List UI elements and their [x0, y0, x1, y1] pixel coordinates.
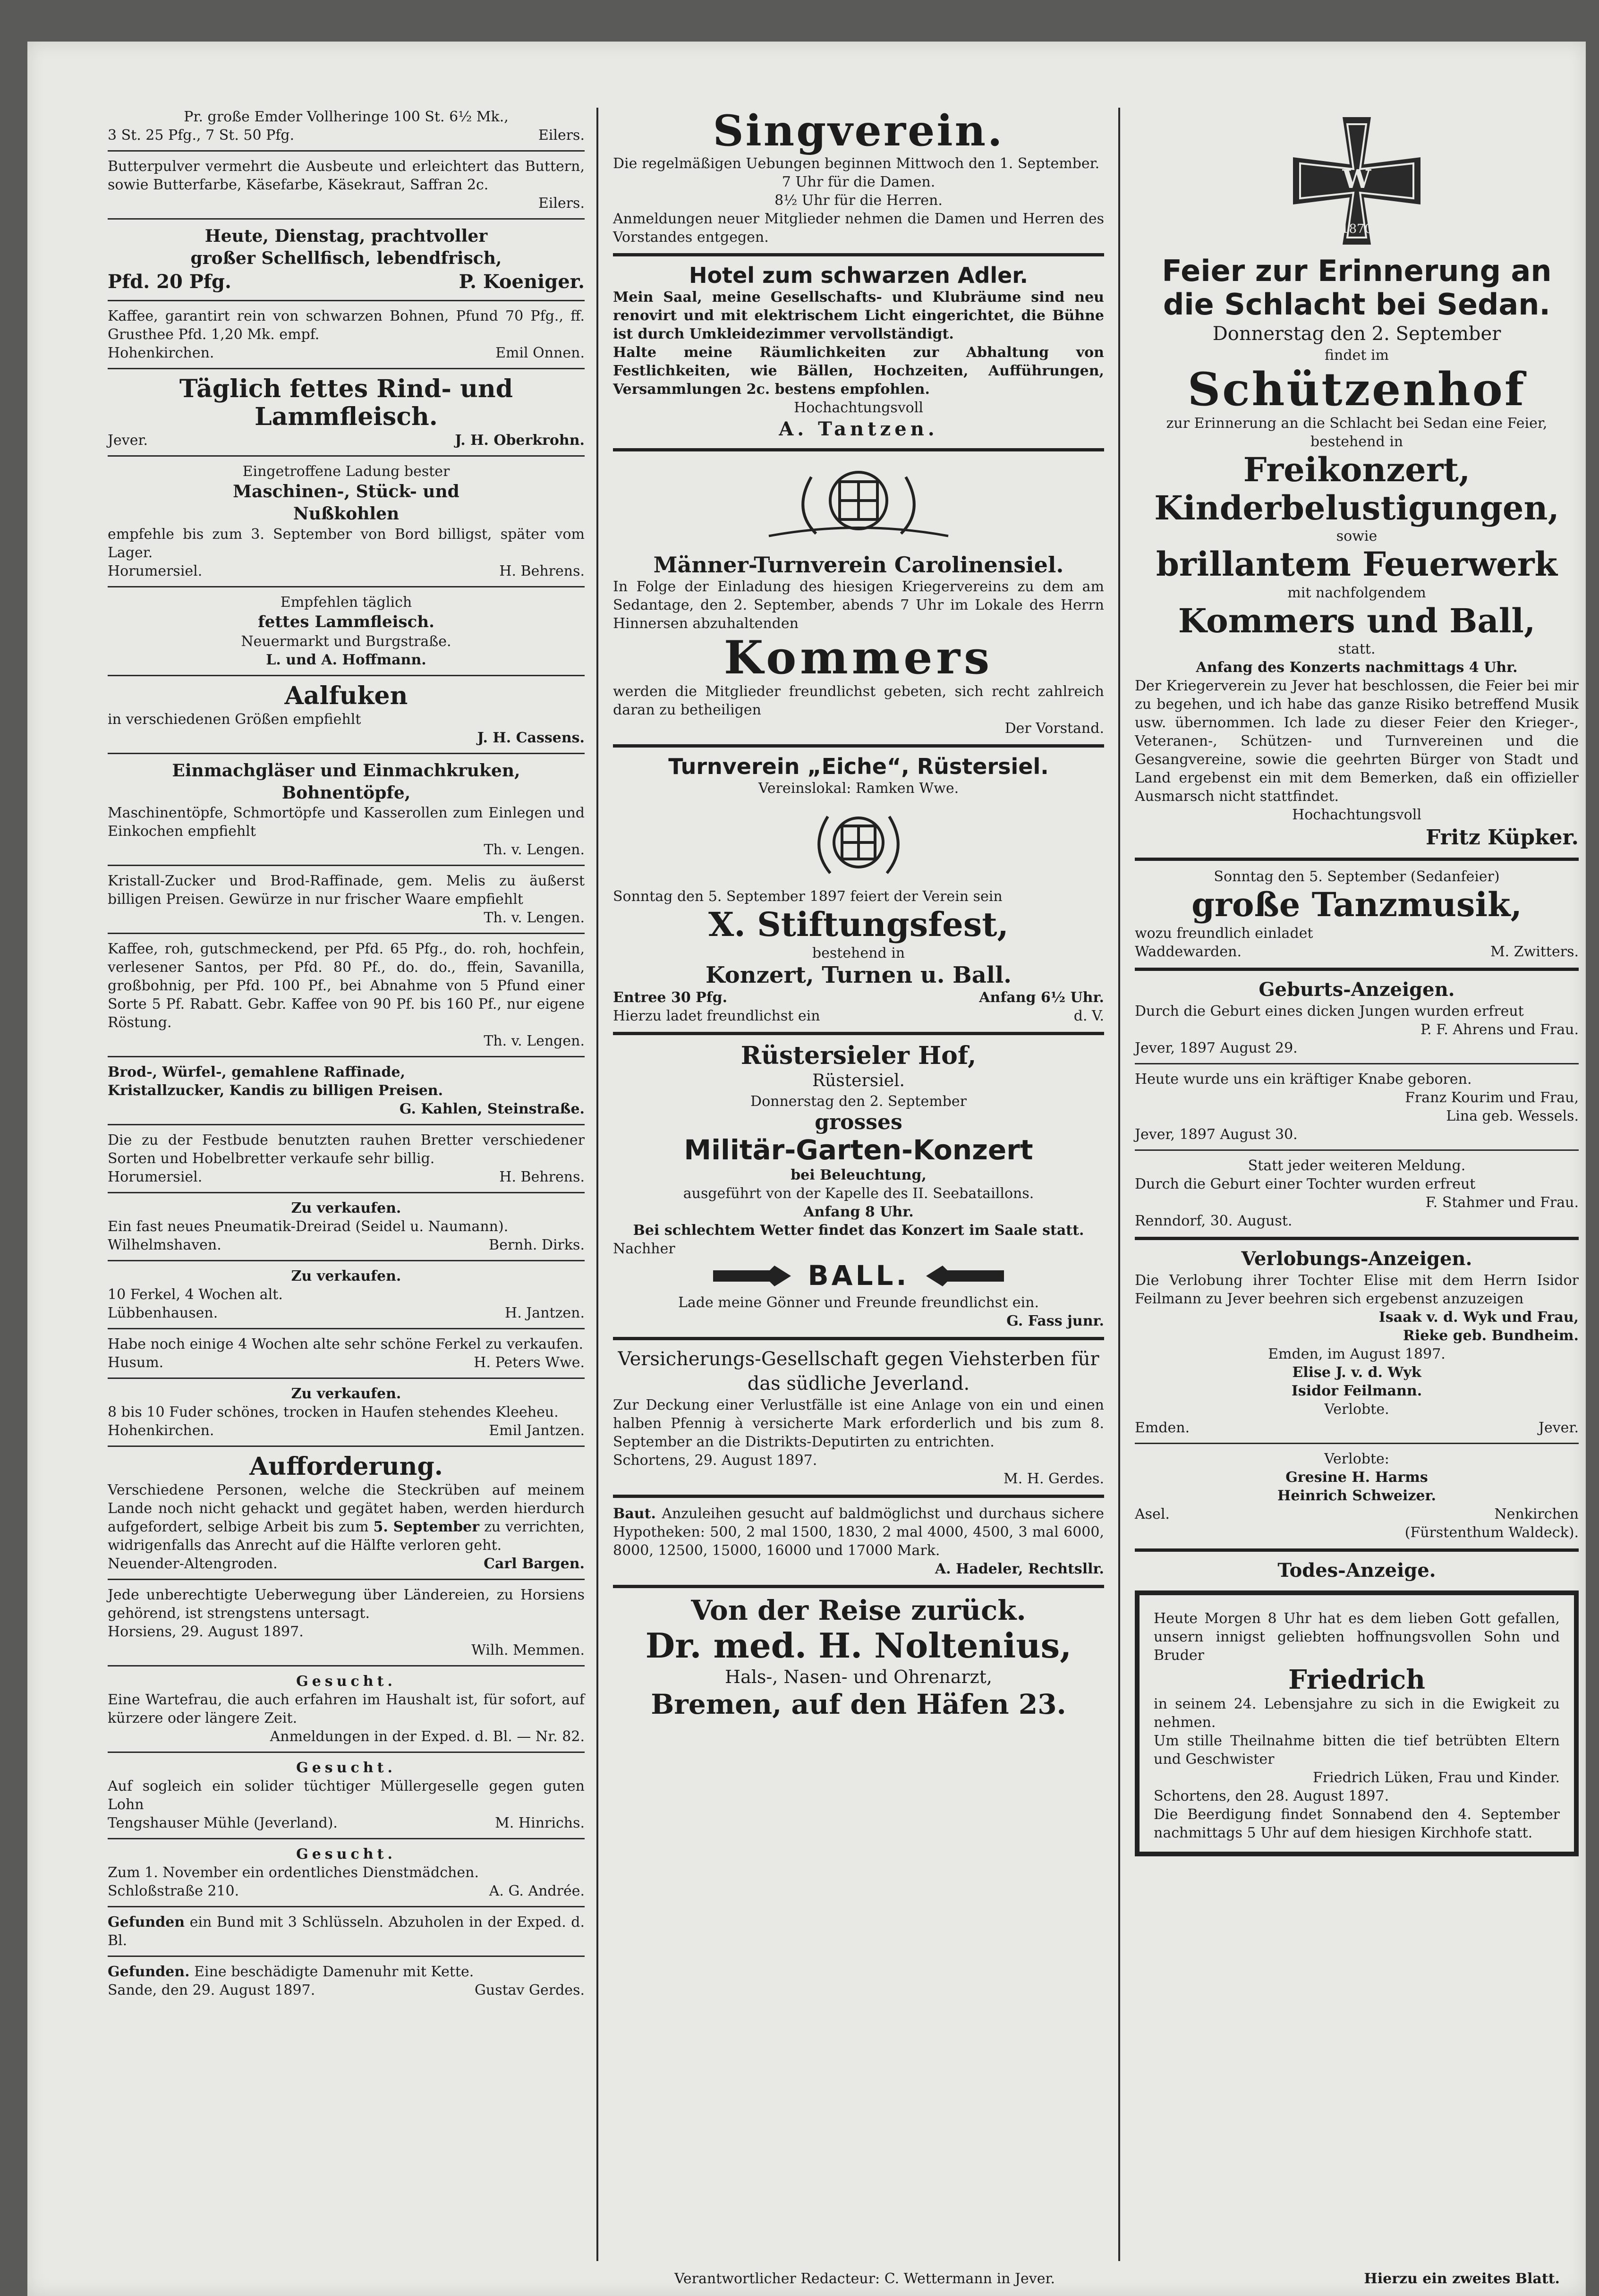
ad-text: Hochachtungsvoll	[1292, 807, 1421, 824]
ad-text: Verlobte:	[1324, 1450, 1389, 1467]
ad-place: Jever.	[108, 432, 148, 449]
ad-signature: Der Vorstand.	[1004, 720, 1104, 737]
divider	[613, 1032, 1104, 1035]
ad-text: Durch die Geburt eines dicken Jungen wurden erfreut	[1135, 1003, 1524, 1020]
ad-headline: BALL.	[808, 1259, 910, 1292]
ad-versicherung	[613, 1347, 1104, 1488]
ad-text: Neuermarkt und Burgstraße.	[241, 633, 451, 650]
ad-place: Schloßstraße 210.	[108, 1883, 239, 1900]
divider	[1135, 858, 1579, 861]
ad-headline: Täglich fettes Rind- und	[179, 374, 513, 403]
divider	[1135, 1063, 1579, 1064]
ad-price: Pfd. 20 Pfg.	[108, 270, 231, 293]
ad-signature: H. Peters Wwe.	[474, 1354, 585, 1371]
pointing-hand-left-icon	[924, 1262, 1004, 1290]
ad-ferkel	[108, 1267, 585, 1322]
ad-place: Waddewarden.	[1135, 943, 1242, 960]
ad-place: Neuender-Altengroden.	[108, 1556, 278, 1573]
ad-text: Vereinslokal: Ramken Wwe.	[758, 780, 959, 797]
ball-banner	[613, 1258, 1104, 1293]
divider	[108, 1446, 585, 1447]
ad-place: Schortens, den 28. August 1897.	[1154, 1788, 1389, 1805]
ad-text: Um stille Theilnahme bitten die tief betrübten Eltern und Geschwister	[1154, 1733, 1560, 1768]
ad-headline: Geburts-Anzeigen.	[1259, 978, 1455, 1001]
ad-text: Rüstersiel.	[812, 1071, 905, 1090]
ad-text: Verlobte.	[1324, 1401, 1389, 1418]
ad-text: Mein Saal, meine Gesellschafts- und Klubräume sind neu renovirt und mit elektrischem Licht eingerichtet, die Bühne ist durch Umkleidezimmer vervollständigt.	[613, 289, 1104, 342]
column-divider-right	[1118, 108, 1120, 2261]
ad-headline: Zu verkaufen.	[291, 1200, 401, 1217]
ad-name: Heinrich Schweizer.	[1277, 1487, 1437, 1504]
ad-headline: Singverein.	[713, 106, 1004, 156]
ad-signature: G. Fass junr.	[1006, 1313, 1104, 1330]
divider	[108, 1579, 585, 1580]
ad-signature: Th. v. Lengen.	[484, 1033, 585, 1050]
ad-gefunden-uhr	[108, 1963, 585, 1999]
ad-headline: Von der Reise zurück.	[691, 1594, 1026, 1627]
obituary-box	[1135, 1590, 1579, 1856]
ad-signature: Franz Kourim und Frau,	[1405, 1089, 1579, 1106]
ad-muellergeselle	[108, 1759, 585, 1832]
ad-headline: Kommers und Ball,	[1178, 601, 1536, 640]
ad-hotel-adler	[613, 263, 1104, 442]
ad-date: 5. September	[373, 1519, 480, 1536]
ad-turnverein-eiche	[613, 754, 1104, 1025]
ad-place: Renndorf, 30. August.	[1135, 1212, 1293, 1229]
ad-lammfleisch	[108, 593, 585, 669]
ad-headline: Bremen, auf den Häfen 23.	[651, 1688, 1066, 1721]
ad-headline: Männer-Turnverein Carolinensiel.	[653, 552, 1064, 578]
divider	[108, 1838, 585, 1839]
ad-place: Emden, im August 1897.	[1268, 1345, 1446, 1362]
ad-kaffee-lengen	[108, 940, 585, 1050]
ad-raffinade	[108, 1063, 585, 1118]
ad-entry-fee: Entree 30 Pfg.	[613, 989, 728, 1006]
ad-place: Hohenkirchen.	[108, 1422, 214, 1439]
ad-text: sowie	[1336, 528, 1378, 545]
ad-place: (Fürstenthum Waldeck).	[1404, 1524, 1579, 1541]
ad-place: Horsiens, 29. August 1897.	[108, 1624, 304, 1641]
ad-signature: Rieke geb. Bundheim.	[1403, 1327, 1579, 1344]
ad-text: Empfehlen täglich	[280, 594, 412, 611]
ad-text: Maschinentöpfe, Schmortöpfe und Kasserollen zum Einlegen und Einkochen empfiehlt	[108, 805, 585, 840]
ad-signature: Bernh. Dirks.	[489, 1237, 585, 1254]
divider	[108, 150, 585, 152]
ad-text: Kaffee, garantirt rein von schwarzen Bohnen, Pfund 70 Pfg., ff. Grusthee Pfd. 1,20 Mk. empf.	[108, 307, 585, 343]
ad-text: Kaffee, roh, gutschmeckend, per Pfd. 65 Pfg., do. roh, hochfein, verlesener Santos, per Pfd. 80 Pf., do. do., ffein, Savanilla, großbohnig, per Pfd. 100 Pf., bei Abnahme von 5 Pfund einer Sorte 5 Pf. Rabatt. Gebr. Kaffee von 90 Pf. bis 160 Pf., nur eigene Röstung.	[108, 941, 585, 1031]
ad-place: Jever, 1897 August 30.	[1135, 1126, 1298, 1143]
ad-ueberwegung	[108, 1586, 585, 1659]
emblem-letter: W	[1342, 164, 1371, 194]
ad-signature: Wilh. Memmen.	[471, 1642, 585, 1659]
ad-place: Nenkirchen	[1494, 1505, 1579, 1522]
ad-dienstmaedchen	[108, 1845, 585, 1900]
divider	[108, 753, 585, 754]
ad-signature: H. Behrens.	[499, 1169, 585, 1186]
ad-signature: Fritz Küpker.	[1426, 825, 1579, 850]
ad-text: 10 Ferkel, 4 Wochen alt.	[108, 1286, 283, 1303]
ad-headline: grosses	[815, 1110, 902, 1134]
ad-headline: Konzert, Turnen u. Ball.	[706, 961, 1012, 988]
ad-text: Eine beschädigte Damenuhr mit Kette.	[194, 1964, 474, 1981]
ad-headline: Todes-Anzeige.	[1277, 1559, 1436, 1582]
ad-rindfleisch	[108, 375, 585, 450]
ad-signature: Eilers.	[538, 195, 585, 212]
ad-kleeheu	[108, 1385, 585, 1440]
ad-signature: P. Koeniger.	[459, 270, 585, 293]
divider	[108, 1906, 585, 1907]
ad-headline: Zu verkaufen.	[291, 1386, 401, 1403]
divider	[613, 744, 1104, 748]
ad-headline: Einmachgläser und Einmachkruken,	[172, 760, 520, 781]
ad-geburt-kourim	[1135, 1070, 1579, 1144]
ad-text: Zur Deckung einer Verlustfälle ist eine Anlage von ein und einen halben Pfennig à versicherte Mark erforderlich und bis zum 8. September an die Distrikts-Deputirten zu entrichten.	[613, 1397, 1104, 1451]
ad-place: Hohenkirchen.	[108, 344, 214, 361]
ad-headline: Kinderbelustigungen,	[1154, 488, 1559, 527]
iron-cross-icon	[1288, 112, 1425, 249]
ad-label: Gefunden.	[108, 1964, 190, 1981]
ad-headline: Heute, Dienstag, prachtvoller	[204, 226, 488, 246]
ad-name: Gresine H. Harms	[1285, 1469, 1428, 1486]
ad-zucker	[108, 872, 585, 927]
divider	[108, 1665, 585, 1667]
ad-text: Nachher	[613, 1240, 675, 1257]
ad-text: ein Bund mit 3 Schlüsseln. Abzuholen in der Exped. d. Bl.	[108, 1914, 585, 1949]
divider	[108, 1956, 585, 1957]
divider	[108, 1378, 585, 1379]
ad-text: In Folge der Einladung des hiesigen Kriegervereins zu dem am Sedantage, den 2. September, abends 7 Uhr im Lokale des Herrn Hinnersen abzuhaltenden	[613, 578, 1104, 632]
ad-butterpulver	[108, 157, 585, 213]
divider	[1135, 1548, 1579, 1552]
ad-place: Schortens, 29. August 1897.	[613, 1452, 817, 1469]
divider	[108, 1192, 585, 1193]
ad-signature: P. F. Ahrens und Frau.	[1420, 1021, 1579, 1038]
divider	[613, 1495, 1104, 1498]
ad-place: Jever, 1897 August 29.	[1135, 1039, 1298, 1056]
ad-text: Habe noch einige 4 Wochen alte sehr schöne Ferkel zu verkaufen.	[108, 1336, 584, 1353]
ad-text: Halte meine Räumlichkeiten zur Abhaltung von Festlichkeiten, wie Bällen, Hochzeiten, Aufführungen, Versammlungen 2c. bestens empfohlen.	[613, 344, 1104, 398]
ad-text: 3 St. 25 Pfg., 7 St. 50 Pfg.	[108, 127, 295, 144]
ad-place: Horumersiel.	[108, 562, 203, 579]
column-middle	[613, 108, 1104, 1720]
ad-hypotheken	[613, 1505, 1104, 1578]
ad-todesanzeige	[1135, 1558, 1579, 1856]
ad-signature: M. Zwitters.	[1490, 943, 1579, 960]
ad-signature: M. H. Gerdes.	[1004, 1471, 1104, 1488]
ad-place: Wilhelmshaven.	[108, 1237, 221, 1254]
ad-signature: F. Stahmer und Frau.	[1425, 1194, 1579, 1211]
ad-kohlen	[108, 462, 585, 580]
ad-text: Anfang 8 Uhr.	[803, 1203, 914, 1220]
divider	[108, 865, 585, 866]
ad-signature: L. und A. Hoffmann.	[266, 651, 426, 668]
ad-headline: Aalfuken	[284, 681, 408, 710]
ad-verlobung-harms	[1135, 1450, 1579, 1542]
divider	[108, 586, 585, 587]
ad-headline: Bohnentöpfe,	[281, 782, 411, 803]
ad-start-time: Anfang 6½ Uhr.	[979, 989, 1104, 1006]
ad-text: Die regelmäßigen Uebungen beginnen Mittwoch den 1. September.	[613, 155, 1100, 172]
divider	[613, 253, 1104, 256]
ad-signature: Emil Onnen.	[495, 344, 585, 361]
ad-gefunden-schluessel	[108, 1913, 585, 1950]
divider	[108, 1056, 585, 1057]
ad-place: Tengshauser Mühle (Jeverland).	[108, 1815, 338, 1832]
ad-text: in seinem 24. Lebensjahre zu sich in die Ewigkeit zu nehmen.	[1154, 1696, 1560, 1731]
ad-name: Elise J. v. d. Wyk	[1292, 1364, 1421, 1381]
ad-label: Baut.	[613, 1505, 656, 1522]
ad-signature: Isaak v. d. Wyk und Frau,	[1378, 1309, 1579, 1326]
ad-place: Husum.	[108, 1354, 164, 1371]
ad-signature: G. Kahlen, Steinstraße.	[399, 1101, 585, 1118]
ad-text: 7 Uhr für die Damen.	[782, 174, 936, 190]
ad-place: Horumersiel.	[108, 1169, 203, 1186]
turner-cross-emblem-icon	[759, 458, 958, 548]
ad-text: Anmeldungen neuer Mitglieder nehmen die Damen und Herren des Vorstandes entgegen.	[613, 211, 1104, 246]
ad-place: Lübbenhausen.	[108, 1305, 218, 1322]
ad-text: Anmeldungen in der Exped. d. Bl. — Nr. 82.	[270, 1728, 585, 1745]
ad-headline: großer Schellfisch, lebendfrisch,	[190, 248, 502, 268]
ad-ruestersieler-hof	[613, 1042, 1104, 1330]
ad-text: mit nachfolgendem	[1287, 584, 1426, 601]
ad-dreirad	[108, 1199, 585, 1254]
ad-text: statt.	[1338, 641, 1376, 658]
ad-text: Pr. große Emder Vollheringe 100 St. 6½ Mk.,	[184, 109, 509, 125]
ad-text: Bei schlechtem Wetter findet das Konzert im Saale statt.	[633, 1222, 1084, 1239]
ad-headline: Schützenhof	[1187, 362, 1526, 416]
ad-headline: Freikonzert,	[1243, 450, 1471, 490]
ad-headline: Kristallzucker, Kandis zu billigen Preisen.	[108, 1082, 443, 1099]
ad-text: Zum 1. November ein ordentliches Dienstmädchen.	[108, 1864, 479, 1881]
ad-kaffee-onnen	[108, 307, 585, 362]
ad-signature: Emil Jantzen.	[489, 1422, 585, 1439]
ad-headline: Militär-Garten-Konzert	[684, 1134, 1033, 1166]
ad-text: Hochachtungsvoll	[794, 399, 923, 416]
ad-label: Gefunden	[108, 1914, 185, 1931]
ad-herring	[108, 108, 585, 145]
ad-geburt-ahrens	[1135, 978, 1579, 1057]
ad-text: Heute Morgen 8 Uhr hat es dem lieben Gott gefallen, unsern innigst geliebten hoffnungsvollen Sohn und Bruder	[1154, 1610, 1560, 1664]
ad-place: Asel.	[1135, 1505, 1170, 1522]
ad-text: 8 bis 10 Fuder schönes, trocken in Haufen stehendes Kleeheu.	[108, 1404, 559, 1421]
ad-ferkel-husum	[108, 1335, 585, 1372]
divider	[108, 1328, 585, 1329]
ad-signature: H. Jantzen.	[505, 1305, 585, 1322]
ad-text: Anzuleihen gesucht auf baldmöglichst und durchaus sichere Hypotheken: 500, 2 mal 1500, 1830, 2 mal 4000, 4500, 3 mal 6000, 8000, 12500, 15000, 16000 und 17000 Mark.	[613, 1505, 1104, 1559]
ad-headline: fettes Lammfleisch.	[258, 612, 434, 631]
ad-signature: Carl Bargen.	[484, 1556, 585, 1573]
ad-headline: Maschinen-, Stück- und	[233, 482, 459, 502]
ad-text: Ein fast neues Pneumatik-Dreirad (Seidel u. Naumann).	[108, 1218, 509, 1235]
ad-text: 8½ Uhr für die Herren.	[774, 192, 943, 209]
ad-headline: Gesucht.	[296, 1760, 396, 1777]
ad-signature: d. V.	[1073, 1007, 1104, 1024]
column-right	[1135, 108, 1579, 1856]
ad-place: Emden.	[1135, 1419, 1190, 1436]
ad-signature: M. Hinrichs.	[495, 1815, 585, 1832]
ad-text: ausgeführt von der Kapelle des II. Seebataillons.	[683, 1185, 1034, 1202]
ad-text: Auf sogleich ein solider tüchtiger Müllergeselle gegen guten Lohn	[108, 1778, 585, 1813]
ad-headline: Dr. med. H. Noltenius,	[645, 1625, 1072, 1666]
divider	[108, 1260, 585, 1261]
ad-text: Eine Wartefrau, die auch erfahren im Haushalt ist, für sofort, auf kürzere oder längere Zeit.	[108, 1692, 585, 1727]
ad-aalfuken	[108, 682, 585, 747]
divider	[108, 218, 585, 220]
imprint: Verantwortlicher Redacteur: C. Wettermann in Jever.	[674, 2270, 1055, 2287]
column-divider-left	[596, 108, 598, 2261]
continuation-note: Hierzu ein zweites Blatt.	[1364, 2270, 1560, 2287]
ad-text: empfehle bis zum 3. September von Bord billigst, später vom Lager.	[108, 526, 585, 561]
ad-text: Hierzu ladet freundlichst ein	[613, 1007, 820, 1024]
divider	[108, 1752, 585, 1753]
divider	[108, 300, 585, 301]
ad-signature: Th. v. Lengen.	[484, 842, 585, 859]
ad-headline: Kommers	[723, 630, 994, 684]
ad-signature: Lina geb. Wessels.	[1446, 1107, 1579, 1124]
ad-headline: Turnverein „Eiche“, Rüstersiel.	[668, 754, 1049, 780]
turner-cross-emblem-icon	[802, 802, 915, 883]
divider	[108, 1124, 585, 1125]
ad-headline: Aufforderung.	[249, 1452, 443, 1481]
ad-tanzmusik	[1135, 867, 1579, 961]
ad-sedanfeier	[1135, 112, 1579, 851]
divider	[1135, 968, 1579, 971]
ad-signature: A. Hadeler, Rechtsllr.	[935, 1561, 1104, 1578]
ad-text: Die Verlobung ihrer Tochter Elise mit dem Herrn Isidor Feilmann zu Jever beehren sich ergebenst anzuzeigen	[1135, 1272, 1579, 1307]
divider	[1135, 1149, 1579, 1151]
ad-geburt-stahmer	[1135, 1157, 1579, 1230]
ad-headline: Gesucht.	[296, 1846, 396, 1863]
divider	[108, 675, 585, 676]
emblem-year: 1870	[1341, 222, 1373, 236]
ad-signature: J. H. Cassens.	[477, 729, 585, 746]
ad-text: Sonntag den 5. September (Sedanfeier)	[1214, 868, 1500, 885]
ad-headline: Versicherungs-Gesellschaft gegen Viehsterben für das südliche Jeverland.	[618, 1348, 1099, 1395]
ad-place: Sande, den 29. August 1897.	[108, 1982, 315, 1999]
ad-aufforderung	[108, 1453, 585, 1573]
ad-text: in verschiedenen Größen empfiehlt	[108, 711, 361, 728]
ad-text: Butterpulver vermehrt die Ausbeute und erleichtert das Buttern, sowie Butterfarbe, Käsefarbe, Käsekraut, Saffran 2c.	[108, 158, 585, 193]
ad-headline: große Tanzmusik,	[1191, 885, 1522, 925]
ad-headline: Zu verkaufen.	[291, 1268, 401, 1285]
divider	[613, 1585, 1104, 1588]
ad-einmachglaeser	[108, 760, 585, 859]
pointing-hand-right-icon	[713, 1262, 793, 1290]
ad-headline: Nußkohlen	[293, 503, 400, 524]
ad-text: Der Kriegerverein zu Jever hat beschlossen, die Feier bei mir zu begehen, und ich habe das ganze Risiko betreffend Musik usw. übernommen. Ich lade zu dieser Feier den Krieger-, Veteranen-, Schützen- und Turnvereinen und die Gesangvereine, sowie die geehrten Bürger von Stadt und Land ergebenst ein mit dem Bemerken, daß ein offizieller Ausmarsch nicht stattfindet.	[1135, 678, 1579, 805]
ad-text: wozu freundlich einladet	[1135, 925, 1313, 942]
ad-wartefrau	[108, 1672, 585, 1746]
ad-headline: Verlobungs-Anzeigen.	[1241, 1247, 1472, 1270]
divider	[108, 455, 585, 457]
ad-text: Sonntag den 5. September 1897 feiert der Verein sein	[613, 888, 1003, 905]
newspaper-page	[27, 42, 1586, 2296]
ad-text: bei Beleuchtung,	[791, 1166, 927, 1183]
ad-text: zur Erinnerung an die Schlacht bei Sedan eine Feier, bestehend in	[1166, 415, 1548, 451]
ad-bretter	[108, 1131, 585, 1186]
ad-headline: brillantem Feuerwerk	[1156, 544, 1558, 584]
ad-signature: Th. v. Lengen.	[484, 910, 585, 927]
divider	[613, 448, 1104, 451]
ad-text: bestehend in	[812, 944, 905, 961]
ad-headline: Brod-, Würfel-, gemahlene Raffinade,	[108, 1064, 406, 1081]
ad-signature: H. Behrens.	[499, 562, 585, 579]
ad-headline: Gesucht.	[296, 1673, 396, 1690]
divider	[613, 1337, 1104, 1340]
ad-headline: Rüstersieler Hof,	[740, 1041, 977, 1070]
ad-signature: Gustav Gerdes.	[474, 1982, 585, 1999]
ad-signature: J. H. Oberkrohn.	[455, 432, 585, 449]
ad-text: Anfang des Konzerts nachmittags 4 Uhr.	[1196, 659, 1518, 676]
ad-signature: Friedrich Lüken, Frau und Kinder.	[1312, 1769, 1560, 1786]
divider	[108, 368, 585, 369]
ad-text: Heute wurde uns ein kräftiger Knabe geboren.	[1135, 1071, 1472, 1088]
ad-singverein	[613, 108, 1104, 247]
ad-text: Eingetroffene Ladung bester	[242, 463, 450, 480]
ad-text: Donnerstag den 2. September	[1212, 323, 1501, 345]
ad-signature: Eilers.	[538, 127, 585, 144]
ad-noltenius	[613, 1595, 1104, 1720]
ad-schellfisch	[108, 225, 585, 294]
ad-text: Statt jeder weiteren Meldung.	[1248, 1157, 1466, 1174]
ad-headline: Hotel zum schwarzen Adler.	[689, 263, 1028, 288]
ad-text: Verschiedene Personen, welche die Steckrüben auf meinem Lande noch nicht gehackt und gegätet haben, werden hierdurch aufgefordert, selbige Arbeit bis zum	[108, 1482, 585, 1536]
ad-headline: X. Stiftungsfest,	[708, 905, 1009, 944]
ad-text: Donnerstag den 2. September	[750, 1093, 967, 1110]
ad-text: Die zu der Festbude benutzten rauhen Bretter verschiedener Sorten und Hobelbretter verkaufe sehr billig.	[108, 1132, 585, 1167]
ad-verlobung-feilmann	[1135, 1247, 1579, 1437]
column-left	[108, 108, 585, 1999]
ad-text: werden die Mitglieder freundlichst gebeten, sich recht zahlreich daran zu betheiligen	[613, 683, 1104, 719]
divider	[1135, 1443, 1579, 1444]
divider	[108, 933, 585, 934]
ad-headline: Lammfleisch.	[255, 402, 438, 432]
ad-name: Isidor Feilmann.	[1291, 1382, 1422, 1399]
ad-maenner-turnverein	[613, 458, 1104, 738]
ad-name: Friedrich	[1288, 1664, 1425, 1695]
ad-text: Lade meine Gönner und Freunde freundlichst ein.	[678, 1294, 1039, 1311]
ad-text: Hals-, Nasen- und Ohrenarzt,	[724, 1666, 993, 1687]
ad-text: Kristall-Zucker und Brod-Raffinade, gem. Melis zu äußerst billigen Preisen. Gewürze in nur frischer Waare empfiehlt	[108, 873, 585, 908]
ad-text: Jede unberechtigte Ueberwegung über Ländereien, zu Horsiens gehörend, ist strengstens untersagt.	[108, 1587, 585, 1622]
ad-headline: Feier zur Erinnerung an die Schlacht bei Sedan.	[1162, 254, 1552, 322]
ad-text: findet im	[1325, 347, 1389, 364]
ad-text: Durch die Geburt einer Tochter wurden erfreut	[1135, 1175, 1476, 1192]
ad-signature: A. Tantzen.	[779, 417, 938, 440]
ad-text: zu verrichten, widrigenfalls das Anrecht auf die Hälfte verloren geht.	[108, 1519, 585, 1554]
ad-text: Die Beerdigung findet Sonnabend den 4. September nachmittags 5 Uhr auf dem hiesigen Kirchhofe statt.	[1154, 1806, 1560, 1842]
ad-place: Jever.	[1538, 1419, 1579, 1436]
ad-signature: A. G. Andrée.	[489, 1883, 585, 1900]
divider	[1135, 1237, 1579, 1240]
